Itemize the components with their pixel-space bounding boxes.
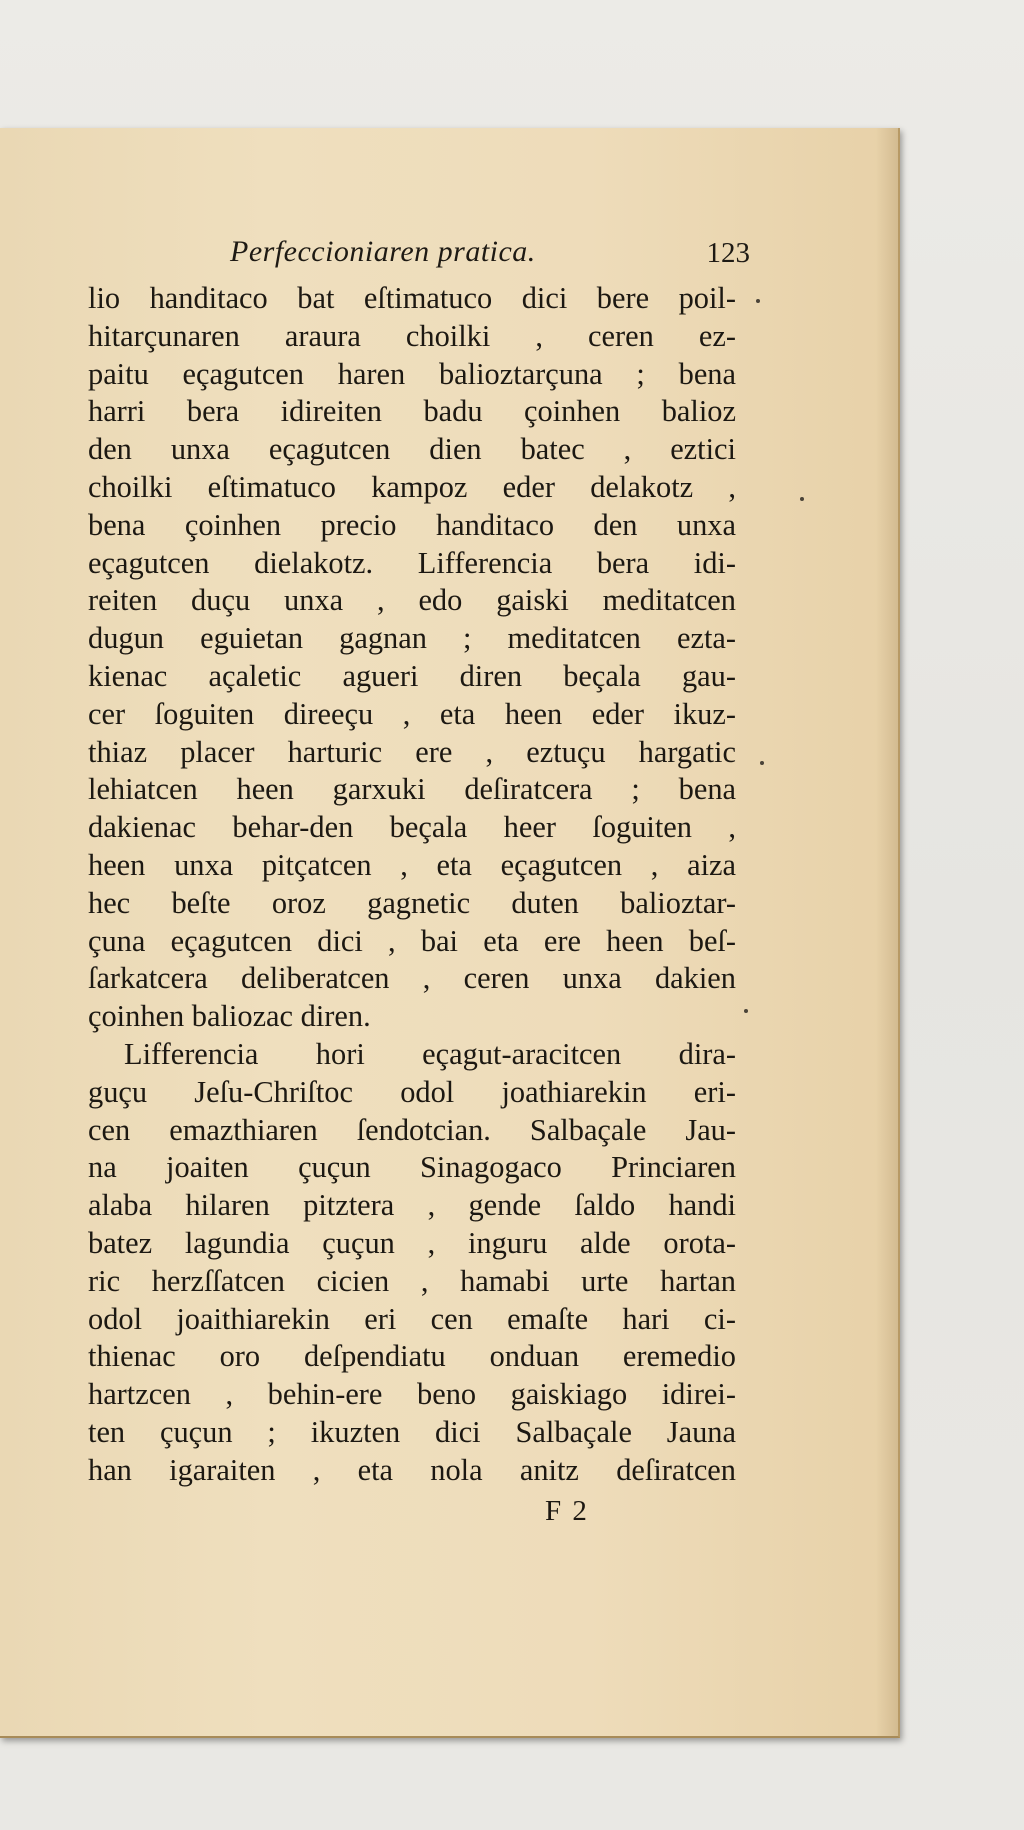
text-line: ric herzſſatcen cicien , hamabi urte hartan bbox=[88, 1263, 736, 1298]
text-line: reiten duçu unxa , edo gaiski meditatcen bbox=[88, 583, 736, 618]
text-line: harri bera idireiten badu çoinhen balioz bbox=[88, 394, 736, 429]
paper-speck bbox=[744, 1009, 748, 1013]
text-line: eçagutcen dielakotz. Lifferencia bera idi- bbox=[88, 545, 736, 580]
text-line: bena çoinhen precio handitaco den unxa bbox=[88, 507, 736, 542]
text-line: çuna eçagutcen dici , bai eta ere heen beſ- bbox=[88, 923, 736, 958]
text-line: lehiatcen heen garxuki deſiratcera ; bena bbox=[88, 772, 736, 807]
text-line: Lifferencia hori eçagut-aracitcen dira- bbox=[124, 1036, 736, 1071]
text-line: lio handitaco bat eſtimatuco dici bere poil- bbox=[88, 281, 736, 315]
text-line: thiaz placer harturic ere , eztuçu hargatic bbox=[88, 734, 736, 769]
text-line: cen emazthiaren ſendotcian. Salbaçale Jau- bbox=[88, 1112, 736, 1147]
text-line: dakienac behar-den beçala heer ſoguiten , bbox=[88, 810, 736, 845]
signature-mark: F 2 bbox=[545, 1495, 589, 1527]
text-line: odol joaithiarekin eri cen emaſte hari ci- bbox=[88, 1301, 736, 1336]
text-line: hartzcen , behin-ere beno gaiskiago idirei- bbox=[88, 1377, 736, 1412]
text-line: ten çuçun ; ikuzten dici Salbaçale Jauna bbox=[88, 1414, 736, 1449]
running-head bbox=[230, 235, 750, 281]
text-line: thienac oro deſpendiatu onduan eremedio bbox=[88, 1339, 736, 1374]
text-line: heen unxa pitçatcen , eta eçagutcen , aiza bbox=[88, 847, 736, 882]
paper-speck bbox=[800, 497, 804, 501]
text-line: çoinhen baliozac diren. bbox=[88, 999, 371, 1034]
text-line: guçu Jeſu-Chriſtoc odol joathiarekin eri- bbox=[88, 1074, 736, 1109]
text-line: dugun eguietan gagnan ; meditatcen ezta- bbox=[88, 621, 736, 656]
text-line: choilki eſtimatuco kampoz eder delakotz , bbox=[88, 469, 736, 504]
page-number: 123 bbox=[706, 237, 750, 269]
text-line: batez lagundia çuçun , inguru alde orota- bbox=[88, 1225, 736, 1260]
text-line: hec beſte oroz gagnetic duten balioztar- bbox=[88, 885, 736, 920]
text-line: han igaraiten , eta nola anitz deſiratcen bbox=[88, 1452, 736, 1487]
text-line: ſarkatcera deliberatcen , ceren unxa dakien bbox=[88, 961, 736, 996]
text-line: den unxa eçagutcen dien batec , eztici bbox=[88, 432, 736, 467]
text-line: kienac açaletic agueri diren beçala gau- bbox=[88, 658, 736, 693]
body-text bbox=[88, 280, 736, 1490]
text-line: paitu eçagutcen haren balioztarçuna ; bena bbox=[88, 356, 736, 391]
text-line: alaba hilaren pitztera , gende ſaldo handi bbox=[88, 1188, 736, 1223]
text-line: cer ſoguiten direeçu , eta heen eder ikuz- bbox=[88, 696, 736, 731]
paper-speck bbox=[756, 299, 760, 303]
text-line: na joaiten çuçun Sinagogaco Princiaren bbox=[88, 1150, 736, 1185]
running-head-title: Perfeccioniaren pratica. bbox=[230, 235, 536, 268]
paper-speck bbox=[760, 761, 764, 765]
text-line: hitarçunaren araura choilki , ceren ez- bbox=[88, 318, 736, 353]
